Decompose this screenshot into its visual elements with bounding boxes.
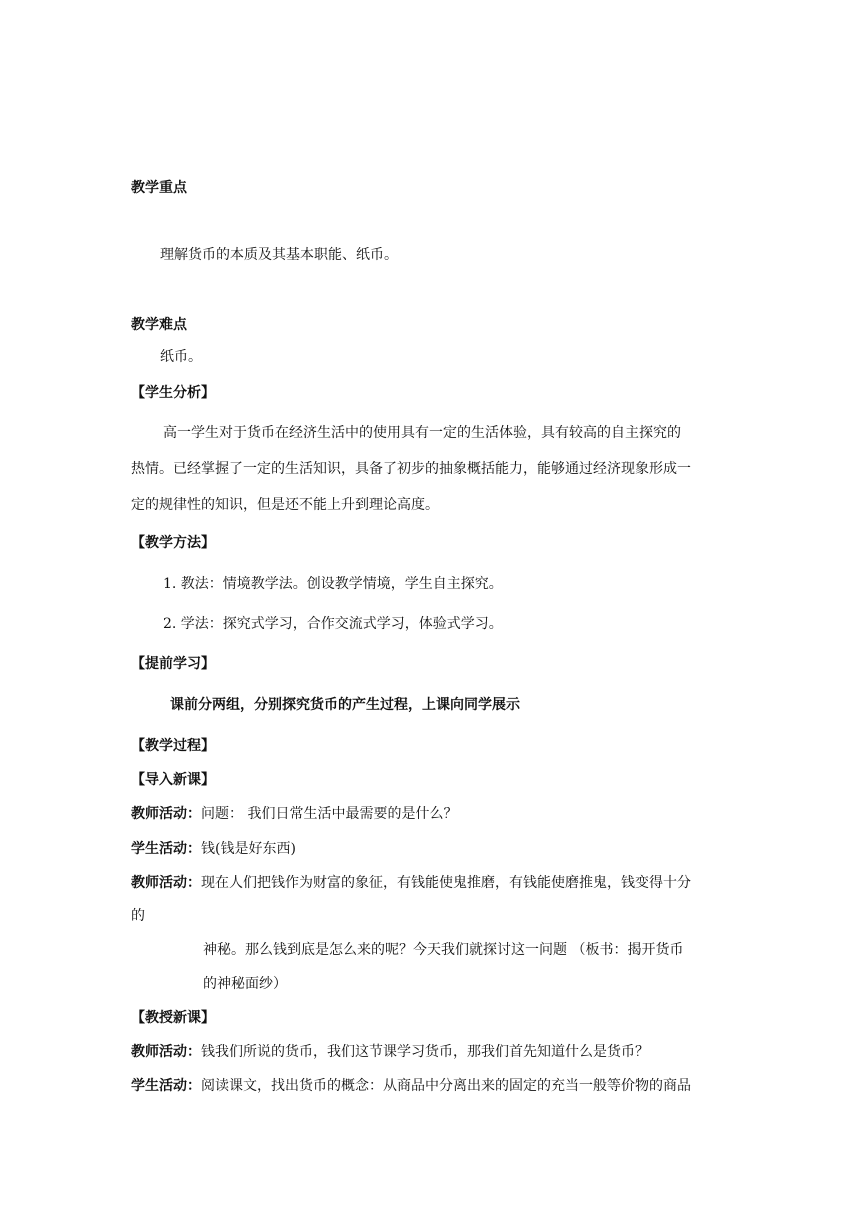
method-item-1: 1. 教法：情境教学法。创设教学情境，学生自主探究。: [163, 576, 503, 592]
student-activity-text: 钱(钱是好东西): [201, 841, 296, 857]
heading-process: 【教学过程】: [131, 738, 215, 754]
student-activity-1: [131, 839, 296, 859]
heading-intro: 【导入新课】: [131, 772, 215, 788]
teacher-activity-3: [131, 1042, 649, 1062]
student-activity-text: 阅读课文，找出货币的概念：从商品中分离出来的固定的充当一般等价物的商品: [201, 1078, 691, 1094]
teacher-activity-2: [131, 873, 691, 893]
teacher-activity-2-line-3: 的神秘面纱）: [203, 976, 287, 992]
difficulties-text: 纸币。: [160, 349, 202, 365]
heading-key-points: 教学重点: [131, 180, 187, 196]
teacher-activity-text: 钱我们所说的货币，我们这节课学习货币，那我们首先知道什么是货币？: [201, 1044, 649, 1060]
heading-methods: 【教学方法】: [131, 535, 215, 551]
teacher-activity-text: 现在人们把钱作为财富的象征，有钱能使鬼推磨，有钱能使磨推鬼，钱变得十分: [201, 875, 691, 891]
student-activity-2: [131, 1076, 691, 1096]
student-analysis-line-2: 热情。已经掌握了一定的生活知识，具备了初步的抽象概括能力，能够通过经济现象形成一: [131, 461, 691, 477]
preview-text: 课前分两组，分别探究货币的产生过程，上课向同学展示: [170, 697, 520, 713]
heading-preview: 【提前学习】: [131, 656, 215, 672]
teacher-activity-text: 问题： 我们日常生活中最需要的是什么？: [201, 806, 458, 822]
teacher-activity-2-line-2: 神秘。那么钱到底是怎么来的呢？今天我们就探讨这一问题 （板书：揭开货币: [203, 942, 684, 958]
key-points-text: 理解货币的本质及其基本职能、纸币。: [160, 247, 398, 263]
teacher-activity-1: [131, 804, 457, 824]
teacher-activity-label: 教师活动：: [131, 875, 201, 891]
student-analysis-line-1: 高一学生对于货币在经济生活中的使用具有一定的生活体验，具有较高的自主探究的: [163, 425, 681, 441]
method-item-2: 2. 学法：探究式学习，合作交流式学习，体验式学习。: [163, 616, 503, 632]
heading-new-lesson: 【教授新课】: [131, 1010, 215, 1026]
student-activity-label: 学生活动：: [131, 841, 201, 857]
teacher-activity-label: 教师活动：: [131, 1044, 201, 1060]
student-analysis-line-3: 定的规律性的知识，但是还不能上升到理论高度。: [131, 497, 439, 513]
teacher-activity-label: 教师活动：: [131, 806, 201, 822]
student-activity-label: 学生活动：: [131, 1078, 201, 1094]
heading-difficulties: 教学难点: [131, 317, 187, 333]
heading-student-analysis: 【学生分析】: [131, 385, 215, 401]
teacher-activity-2-wrap: 的: [131, 908, 145, 924]
